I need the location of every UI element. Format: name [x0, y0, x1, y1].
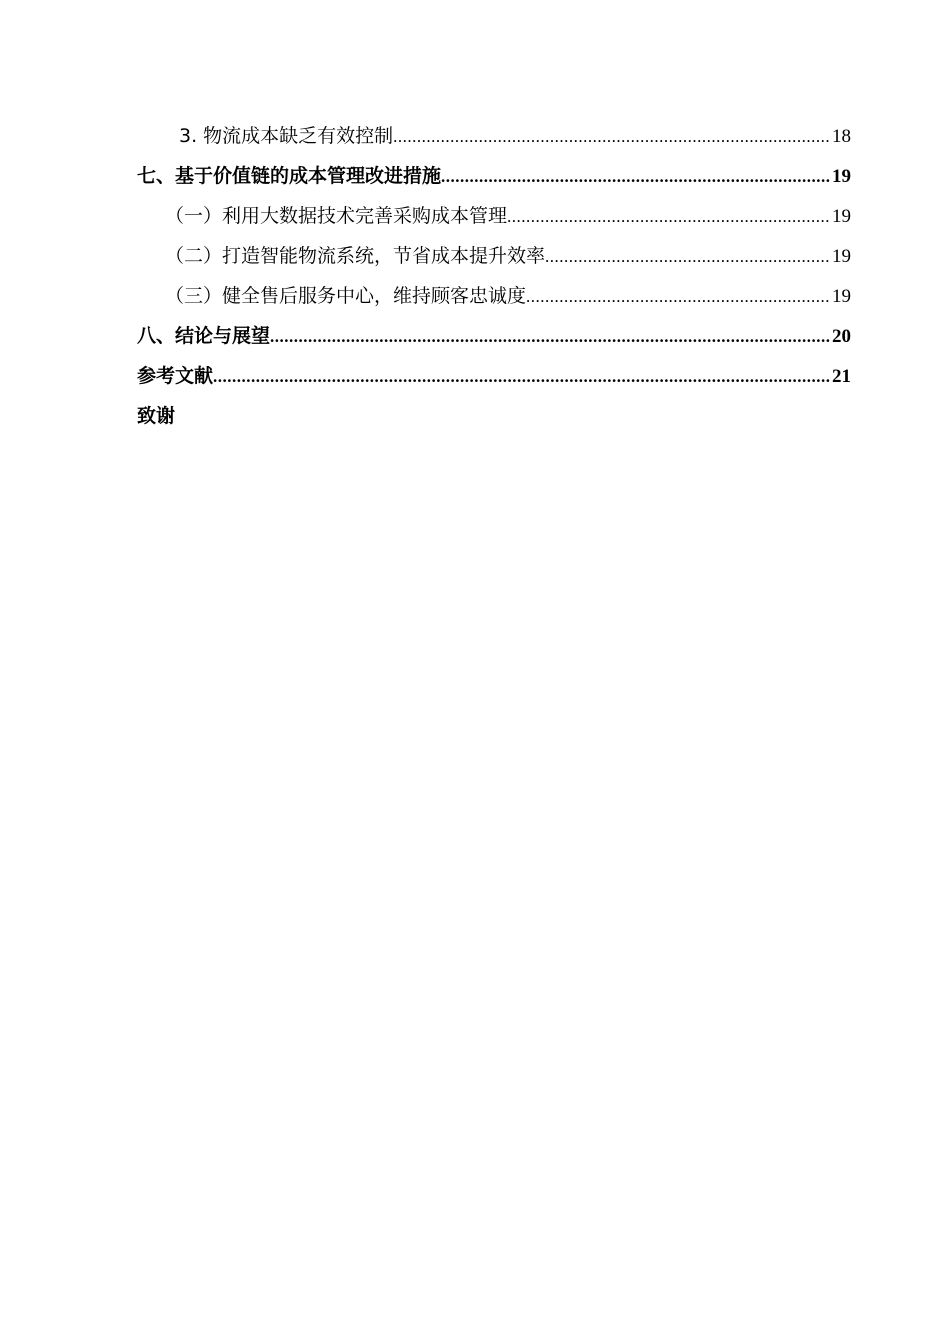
- toc-dot-leader: [441, 157, 830, 197]
- toc-page-number: 21: [832, 366, 851, 387]
- toc-entry-section-7-1[interactable]: [137, 196, 851, 236]
- toc-dot-leader: [393, 117, 830, 157]
- toc-entry-logistics-cost-control[interactable]: [137, 116, 851, 156]
- toc-entry-acknowledgements[interactable]: [137, 396, 851, 436]
- toc-dot-leader: [545, 237, 830, 277]
- toc-page-number: 19: [832, 286, 851, 307]
- toc-entry-title: 八、结论与展望: [137, 325, 271, 347]
- toc-entry-references[interactable]: [137, 356, 851, 396]
- toc-page-number: 19: [832, 206, 851, 227]
- table-of-contents: [137, 116, 851, 436]
- toc-page-number: 19: [832, 166, 851, 187]
- toc-entry-title: 参考文献: [137, 365, 214, 387]
- toc-entry-title: （一）利用大数据技术完善采购成本管理: [165, 205, 508, 227]
- toc-dot-leader: [213, 357, 830, 397]
- toc-entry-chapter-7[interactable]: [137, 156, 851, 196]
- toc-dot-leader: [270, 317, 830, 357]
- toc-entry-title: （二）打造智能物流系统，节省成本提升效率: [165, 245, 546, 267]
- toc-entry-title: 3. 物流成本缺乏有效控制: [179, 125, 394, 147]
- toc-entry-title: （三）健全售后服务中心，维持顾客忠诚度: [165, 285, 527, 307]
- toc-page-number: 20: [832, 326, 851, 347]
- toc-entry-title: 七、基于价值链的成本管理改进措施: [137, 165, 442, 187]
- toc-entry-chapter-8[interactable]: [137, 316, 851, 356]
- toc-page-number: 18: [832, 126, 851, 147]
- toc-entry-title: 致谢: [137, 405, 176, 427]
- toc-dot-leader: [507, 197, 830, 237]
- toc-entry-section-7-3[interactable]: [137, 276, 851, 316]
- toc-entry-section-7-2[interactable]: [137, 236, 851, 276]
- toc-page-number: 19: [832, 246, 851, 267]
- toc-dot-leader: [526, 277, 830, 317]
